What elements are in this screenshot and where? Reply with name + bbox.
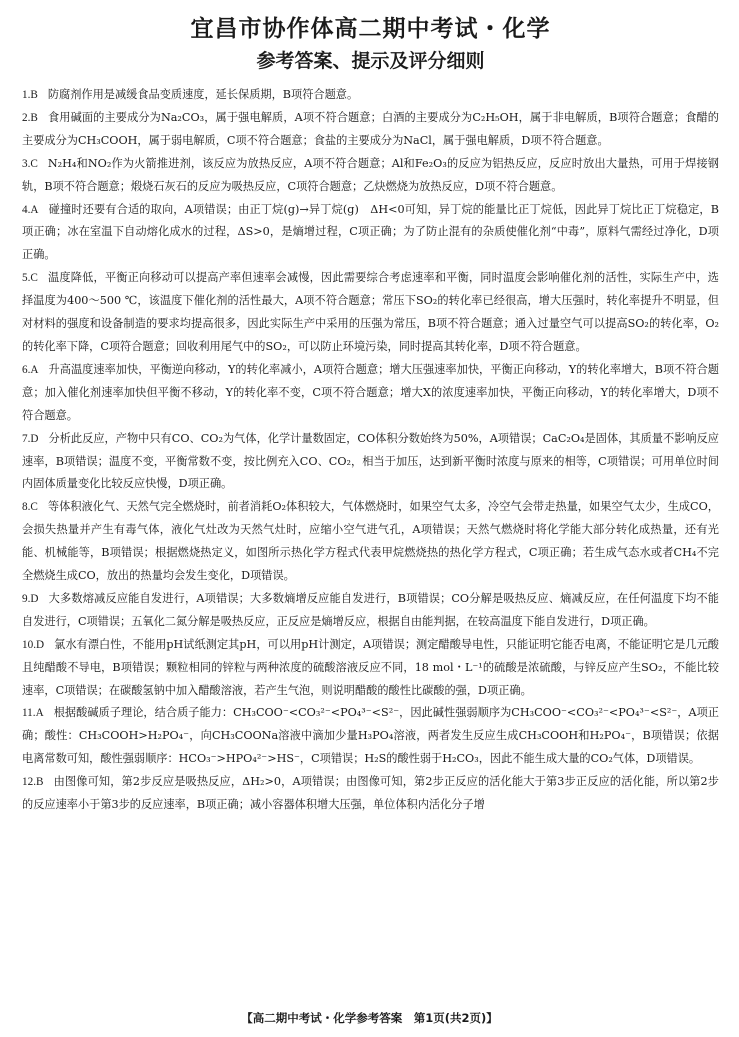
answer-number: 1.	[22, 89, 31, 101]
answer-number: 2.	[22, 111, 31, 124]
answer-item	[22, 496, 719, 588]
answer-number: 12.	[22, 776, 36, 789]
answer-choice: C	[30, 157, 38, 170]
answer-number: 3.	[22, 157, 31, 170]
answer-item	[22, 428, 719, 497]
answer-item	[22, 153, 719, 199]
page-title: 宜昌市协作体高二期中考试・化学	[190, 16, 551, 42]
answer-choice: B	[30, 111, 38, 124]
answer-choice: C	[30, 501, 38, 514]
answer-explanation: N₂H₄和NO₂作为火箭推进剂，该反应为放热反应，A项不符合题意；Al和Fe₂O₃的反应为铝热反应，反应时放出大量热，可用于焊接钢轨，B项不符合题意；煅烧石灰石的反应为吸热反应，C项符合题意；乙炔燃烧为放热反应，D项不符合题意。	[22, 156, 719, 193]
answer-choice: D	[30, 592, 39, 605]
answer-item	[22, 634, 719, 703]
page-subtitle: 参考答案、提示及评分细则	[256, 50, 485, 72]
answer-item	[22, 359, 719, 428]
answer-item	[22, 588, 719, 634]
answer-choice: A	[35, 707, 44, 720]
answer-number: 8.	[22, 501, 31, 514]
answer-choice: A	[30, 363, 39, 376]
answer-number: 9.	[22, 592, 31, 605]
answer-explanation: 温度降低，平衡正向移动可以提高产率但速率会减慢，因此需要综合考虑速率和平衡，同时温度会影响催化剂的活性，实际生产中，选择温度为400～500 ℃，该温度下催化剂的活性最大，A项不符合题意；常压下SO₂的转化率已经很高，增大压强时，转化率提升不明显，但对材料的强度和设备制造的要求均提高很多，因此实际生产中采用的压强为常压，B项不符合题意；通入过量空气可以提高SO₂的转化率，O₂的转化率下降，C项符合题意；回收利用尾气中的SO₂，可以防止环境污染，同时提高其转化率，D项不符合题意。	[22, 271, 719, 353]
answer-item	[22, 199, 719, 268]
answer-item	[22, 771, 719, 817]
answer-explanation: 分析此反应，产物中只有CO、CO₂为气体，化学计量数固定，CO体积分数始终为50%，A项错误；CaC₂O₄是固体，其质量不影响反应速率，B项错误；温度不变，平衡常数不变，按比例充入CO、CO₂，相当于加压，达到新平衡时浓度与原来的相等，C项错误；可用单位时间内固体质量变化比较反应快慢，D项正确。	[22, 431, 719, 491]
answer-list	[22, 84, 719, 817]
answer-item	[22, 267, 719, 359]
answer-number: 6.	[22, 363, 31, 376]
answer-explanation: 大多数熔减反应能自发进行，A项错误；大多数熵增反应能自发进行，B项错误；CO分解是吸热反应、熵减反应，在任何温度下均不能自发进行，C项错误；五氧化二氮分解是吸热反应，正反应是熵增反应，根据自由能判据，在较高温度下能自发进行，D项正确。	[22, 591, 719, 628]
answer-item	[22, 702, 719, 771]
answer-explanation: 碰撞时还要有合适的取向，A项错误；由正丁烷(g)→异丁烷(g) ΔH<0可知，异丁烷的能量比正丁烷低，因此异丁烷比正丁烷稳定，B项正确；冰在室温下自动熔化成水的过程，ΔS>0，是熵增过程，C项正确；为了防止混有的杂质使催化剂“中毒”，原料气需经过净化，D项正确。	[22, 202, 719, 262]
answer-number: 7.	[22, 432, 31, 445]
answer-choice: C	[30, 272, 38, 285]
answer-explanation: 升高温度速率加快，平衡逆向移动，Y的转化率减小，A项符合题意；增大压强速率加快，平衡正向移动，Y的转化率增大，B项不符合题意；加入催化剂速率加快但平衡不移动，Y的转化率不变，C项不符合题意；增大X的浓度速率加快，平衡正向移动，Y的转化率增大，D项不符合题意。	[22, 362, 719, 422]
answer-explanation: 根据酸碱质子理论，结合质子能力：CH₃COO⁻<CO₃²⁻<PO₄³⁻<S²⁻，因此碱性强弱顺序为CH₃COO⁻<CO₃²⁻<PO₄³⁻<S²⁻，A项正确；酸性：CH₃COOH>H₂PO₄⁻，向CH₃COONa溶液中滴加少量H₃PO₄溶液，两者发生反应生成CH₃COOH和H₂PO₄⁻，B项错误；依据电离常数可知，酸性强弱顺序：HCO₃⁻>HPO₄²⁻>HS⁻，C项错误；H₂S的酸性弱于H₂CO₃，因此不能生成大量的CO₂气体，D项错误。	[22, 706, 719, 766]
answer-number: 10.	[22, 638, 36, 651]
answer-choice: A	[30, 203, 39, 216]
answer-number: 5.	[22, 272, 31, 285]
answer-choice: D	[30, 432, 39, 445]
answer-item	[22, 107, 719, 153]
answer-choice: D	[35, 638, 45, 651]
answer-explanation: 氯水有漂白性，不能用pH试纸测定其pH，可以用pH计测定，A项错误；测定醋酸导电性，只能证明它能否电离，不能证明它是几元酸且纯醋酸不导电，B项错误；颗粒相同的锌粒与两种浓度的硫酸溶液反应不同，18 mol・L⁻¹的硫酸是浓硫酸，与锌反应产生SO₂，不能比较速率，C项错误；在碳酸氢钠中加入醋酸溶液，若产生气泡，则说明醋酸的酸性比碳酸的强，D项正确。	[22, 637, 719, 697]
page-footer: 【高二期中考试・化学参考答案 第1页(共2页)】	[241, 1011, 498, 1025]
answer-number: 4.	[22, 203, 31, 216]
answer-explanation: 由图像可知，第2步反应是吸热反应，ΔH₂>0，A项错误；由图像可知，第2步正反应的活化能大于第3步正反应的活化能，所以第2步的反应速率小于第3步的反应速率，B项正确；减小容器体积增大压强，单位体积内活化分子增	[22, 775, 719, 812]
answer-choice: B	[30, 89, 38, 101]
answer-number: 11.	[22, 707, 36, 720]
answer-item	[22, 84, 719, 107]
answer-explanation: 等体积液化气、天然气完全燃烧时，前者消耗O₂体积较大，气体燃烧时，如果空气太多，冷空气会带走热量，如果空气太少，生成CO，会损失热量并产生有毒气体，液化气灶改为天然气灶时，应缩小空气进气孔，A项错误；天然气燃烧时将化学能大部分转化成热量，还有光能、机械能等，B项错误；根据燃烧热定义，如图所示热化学方程式代表甲烷燃烧热的热化学方程式，C项正确；若生成气态水或者CH₄不完全燃烧生成CO，放出的热量均会发生变化，D项错误。	[22, 500, 719, 583]
answer-explanation: 防腐剂作用是减缓食品变质速度，延长保质期，B项符合题意。	[47, 88, 359, 101]
answer-explanation: 食用碱面的主要成分为Na₂CO₃，属于强电解质，A项不符合题意；白酒的主要成分为C₂H₅OH，属于非电解质，B项符合题意；食醋的主要成分为CH₃COOH，属于弱电解质，C项不符合题意；食盐的主要成分为NaCl，属于强电解质，D项不符合题意。	[22, 110, 719, 147]
answer-choice: B	[35, 776, 44, 789]
